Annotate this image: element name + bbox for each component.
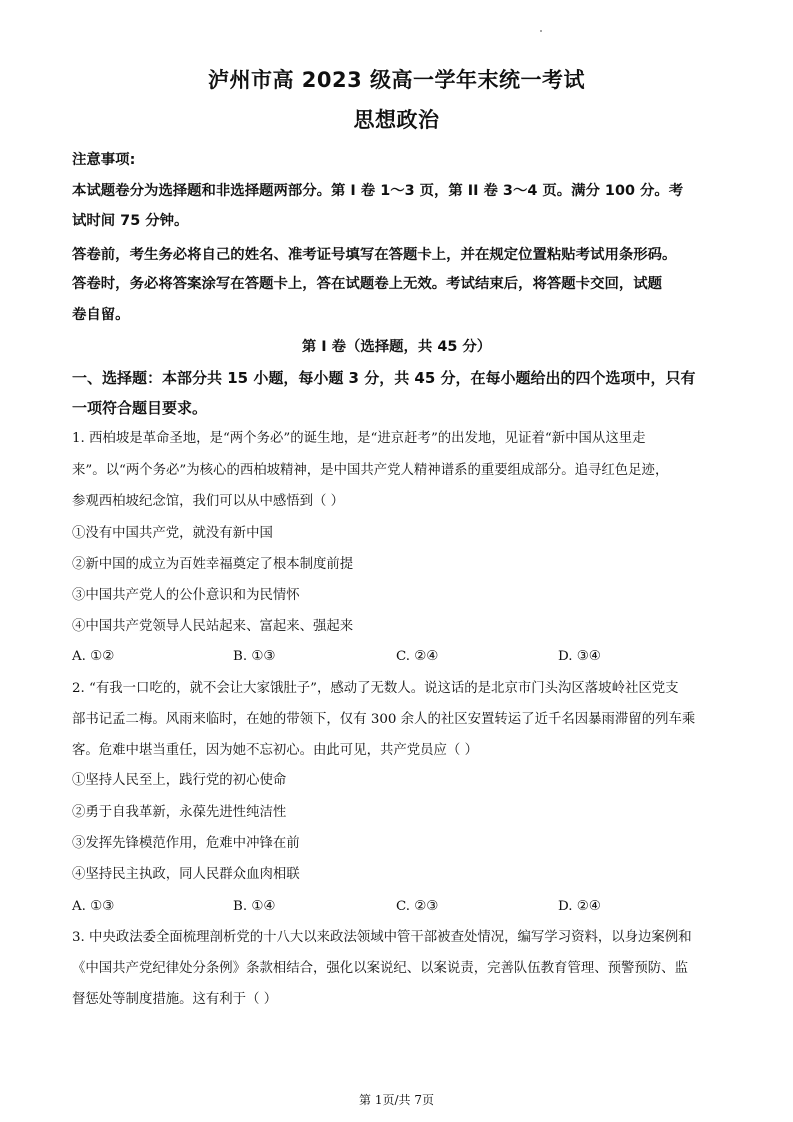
q1-stem-line: 来”。以“两个务必”为核心的西柏坡精神，是中国共产党人精神谱系的重要组成部分。追寻红色足迹，	[72, 463, 669, 478]
q1-stem-line: 参观西柏坡纪念馆，我们可以从中感悟到（ ）	[72, 494, 345, 509]
section-instructions-line: 一、选择题：本部分共 15 小题，每小题 3 分，共 45 分，在每小题给出的四个选项中，只有	[72, 369, 696, 387]
q2-stem-line: 部书记孟二梅。风雨来临时，在她的带领下，仅有 300 余人的社区安置转运了近千名因暴雨滞留的列车乘	[72, 712, 696, 727]
q2-option-a: A. ①③	[72, 899, 115, 914]
q2-item: ③发挥先锋模范作用，危难中冲锋在前	[72, 836, 300, 851]
scan-dot	[540, 30, 542, 32]
q1-item: ④中国共产党领导人民站起来、富起来、强起来	[72, 619, 354, 634]
q1-option-b: B. ①③	[233, 649, 276, 664]
q1-stem-line: 1. 西柏坡是革命圣地，是“两个务必”的诞生地，是“进京赶考”的出发地，见证着“新中国从这里走	[72, 431, 646, 446]
q2-option-b: B. ①④	[233, 899, 276, 914]
notice-line: 答卷前，考生务必将自己的姓名、准考证号填写在答题卡上，并在规定位置粘贴考试用条形码。	[72, 247, 677, 263]
q2-item: ④坚持民主执政，同人民群众血肉相联	[72, 867, 300, 882]
notice-line: 本试题卷分为选择题和非选择题两部分。第 I 卷 1～3 页，第 II 卷 3～4 页。满分 100 分。考	[72, 183, 684, 199]
notice-line: 卷自留。	[72, 307, 130, 323]
q2-stem-line: 2. “有我一口吃的，就不会让大家饿肚子”，感动了无数人。说这话的是北京市门头沟区落坡岭社区党支	[72, 681, 679, 696]
q2-item: ①坚持人民至上，践行党的初心使命	[72, 773, 287, 788]
subject-title: 思想政治	[353, 108, 440, 132]
q3-stem-line: 督惩处等制度措施。这有利于（ ）	[72, 992, 278, 1007]
q1-option-c: C. ②④	[396, 649, 439, 664]
q1-option-a: A. ①②	[72, 649, 115, 664]
q1-item: ②新中国的成立为百姓幸福奠定了根本制度前提	[72, 557, 354, 572]
q3-stem-line: 《中国共产党纪律处分条例》条款相结合，强化以案说纪、以案说责，完善队伍教育管理、预警预防、监	[72, 961, 688, 976]
q2-item: ②勇于自我革新，永葆先进性纯洁性	[72, 805, 287, 820]
q1-item: ①没有中国共产党，就没有新中国	[72, 526, 273, 541]
q1-item: ③中国共产党人的公仆意识和为民情怀	[72, 588, 300, 603]
notice-line: 试时间 75 分钟。	[72, 213, 189, 229]
notice-line: 答卷时，务必将答案涂写在答题卡上，答在试题卷上无效。考试结束后，将答题卡交回，试题	[72, 276, 663, 292]
page-number: 第 1页/共 7页	[359, 1093, 434, 1107]
q1-option-d: D. ③④	[558, 649, 601, 664]
q2-option-d: D. ②④	[558, 899, 601, 914]
notice-heading: 注意事项:	[72, 152, 136, 168]
section-instructions-line: 一项符合题目要求。	[72, 399, 208, 417]
q2-option-c: C. ②③	[396, 899, 439, 914]
part1-title: 第 I 卷（选择题，共 45 分）	[301, 339, 492, 355]
q3-stem-line: 3. 中央政法委全面梳理剖析党的十八大以来政法领域中管干部被查处情况，编写学习资料，以身边案例和	[72, 930, 692, 945]
exam-title: 泸州市高 2023 级高一学年末统一考试	[207, 68, 586, 92]
q2-stem-line: 客。危难中堪当重任，因为她不忘初心。由此可见，共产党员应（ ）	[72, 743, 478, 758]
